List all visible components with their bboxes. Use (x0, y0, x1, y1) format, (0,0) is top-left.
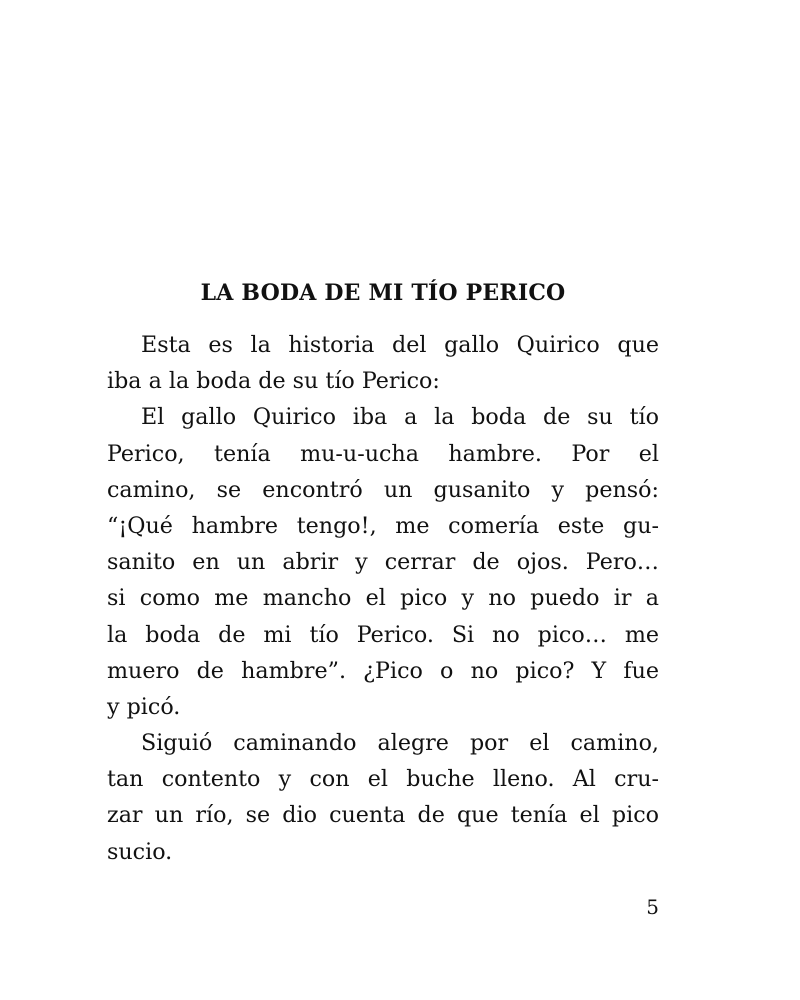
chapter-title: LA BODA DE MI TÍO PERICO (200, 280, 566, 306)
text-line: Esta es la historia del gallo Quirico que (141, 332, 659, 358)
page-number: 5 (646, 895, 659, 919)
text-line: zar un río, se dio cuenta de que tenía el pico (107, 802, 659, 829)
text-line: iba a la boda de su tío Perico: (107, 368, 440, 395)
text-line: Siguió caminando alegre por el camino, (141, 730, 659, 757)
text-line: y picó. (107, 693, 181, 720)
text-line: la boda de mi tío Perico. Si no pico… me (107, 621, 659, 648)
text-line: camino, se encontró un gusanito y pensó: (107, 476, 659, 503)
text-line: El gallo Quirico iba a la boda de su tío (141, 404, 659, 431)
text-line: si como me mancho el pico y no puedo ir a (107, 585, 659, 612)
text-line: sanito en un abrir y cerrar de ojos. Pero… (107, 549, 659, 576)
text-line: sucio. (107, 838, 173, 865)
text-line: Perico, tenía mu-u-ucha hambre. Por el (107, 440, 659, 467)
text-line: “¡Qué hambre tengo!, me comería este gu- (107, 512, 659, 539)
story-text (107, 327, 659, 870)
text-line: tan contento y con el buche lleno. Al cru- (107, 766, 659, 793)
text-line: muero de hambre”. ¿Pico o no pico? Y fue (107, 657, 659, 684)
